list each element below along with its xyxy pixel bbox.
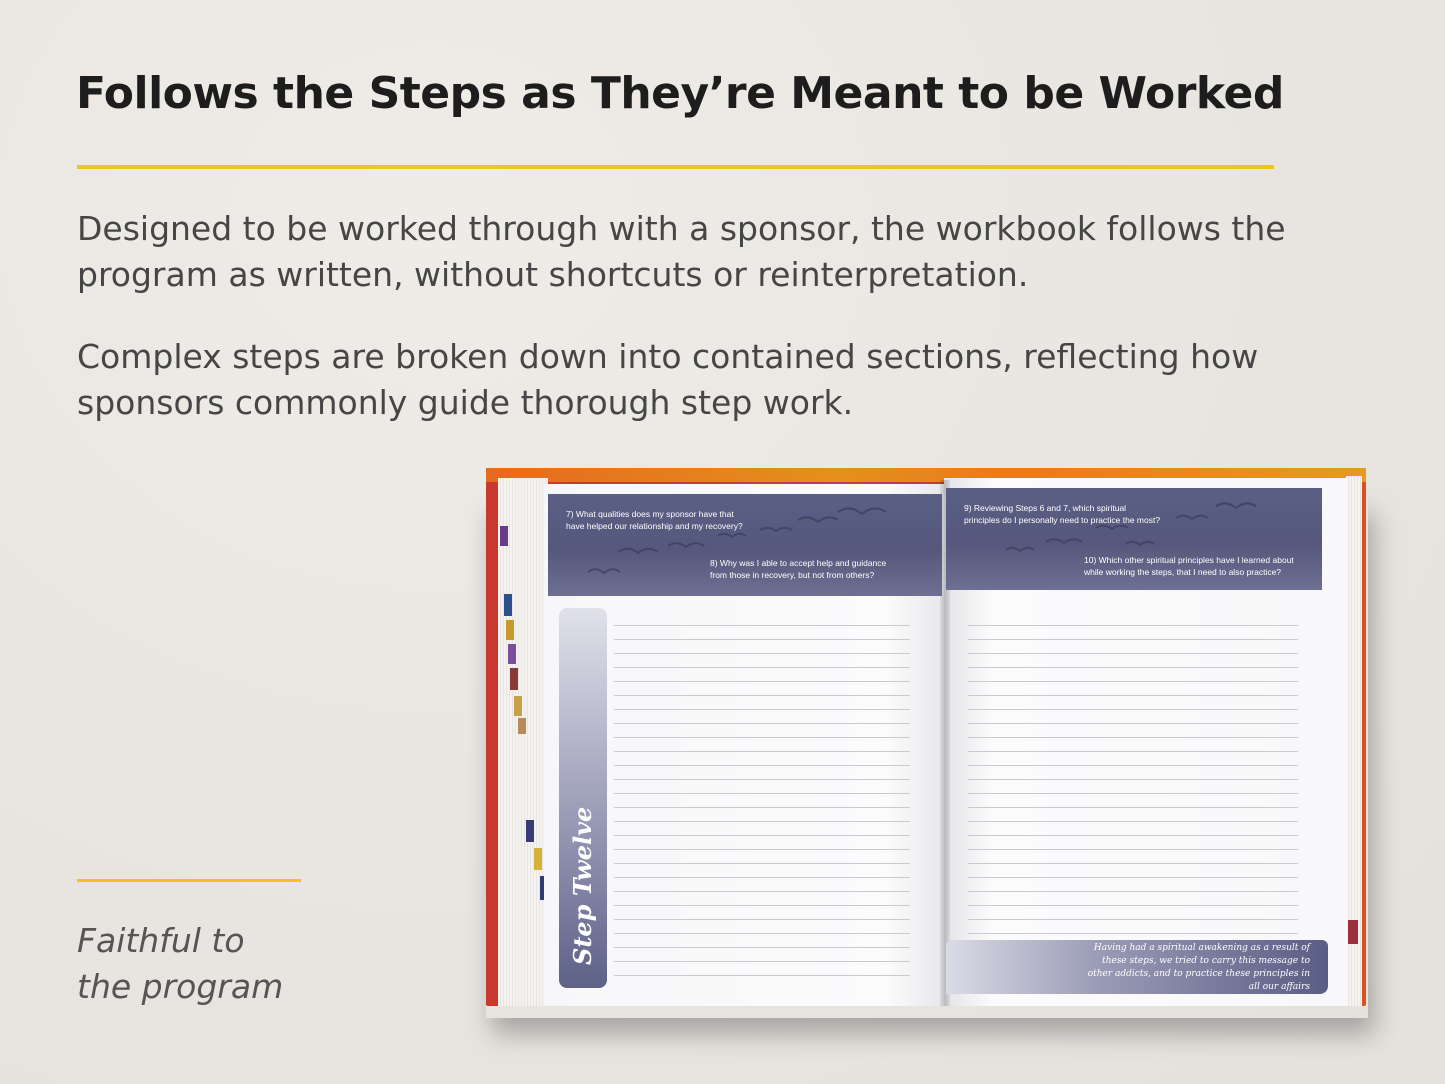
edge-tab bbox=[506, 620, 514, 640]
page-title: Follows the Steps as They’re Meant to be Worked bbox=[76, 68, 1284, 119]
edge-tab bbox=[518, 718, 526, 734]
edge-tab bbox=[504, 594, 512, 616]
question-7: 7) What qualities does my sponsor have that have helped our relationship and my recovery? bbox=[566, 509, 743, 531]
page-edges-left bbox=[498, 478, 548, 1006]
open-workbook-image bbox=[486, 468, 1368, 1010]
left-writing-lines bbox=[614, 612, 910, 980]
step-quote: Having had a spiritual awakening as a result of these steps, we tried to carry this message to other addicts, and to practice these principles in all our affairs bbox=[1087, 943, 1310, 992]
question-9: 9) Reviewing Steps 6 and 7, which spiritual principles do I personally need to practice the most? bbox=[964, 503, 1161, 525]
question-8: 8) Why was I able to accept help and guidance from those in recovery, but not from others? bbox=[710, 558, 887, 580]
edge-tab bbox=[534, 848, 542, 870]
edge-tab bbox=[500, 526, 508, 546]
tagline bbox=[77, 918, 283, 1010]
body-paragraph-2: Complex steps are broken down into contained sections, reflecting how sponsors commonly guide thorough step work. bbox=[77, 337, 1259, 422]
edge-tab bbox=[508, 644, 516, 664]
tagline-line-2: the program bbox=[77, 967, 284, 1006]
step-side-label: Step Twelve bbox=[568, 806, 597, 965]
edge-tab bbox=[510, 668, 518, 690]
edge-tab bbox=[514, 696, 522, 716]
edge-tab bbox=[526, 820, 534, 842]
right-writing-lines bbox=[968, 612, 1298, 938]
question-10: 10) Which other spiritual principles have I learned about while working the steps, that I need to also practice? bbox=[1084, 555, 1294, 577]
tagline-line-1: Faithful to bbox=[77, 921, 245, 960]
tagline-rule bbox=[77, 879, 301, 882]
body-paragraph-1: Designed to be worked through with a sponsor, the workbook follows the program as written, without shortcuts or reinterpretation. bbox=[77, 209, 1286, 294]
title-underline bbox=[77, 165, 1274, 169]
